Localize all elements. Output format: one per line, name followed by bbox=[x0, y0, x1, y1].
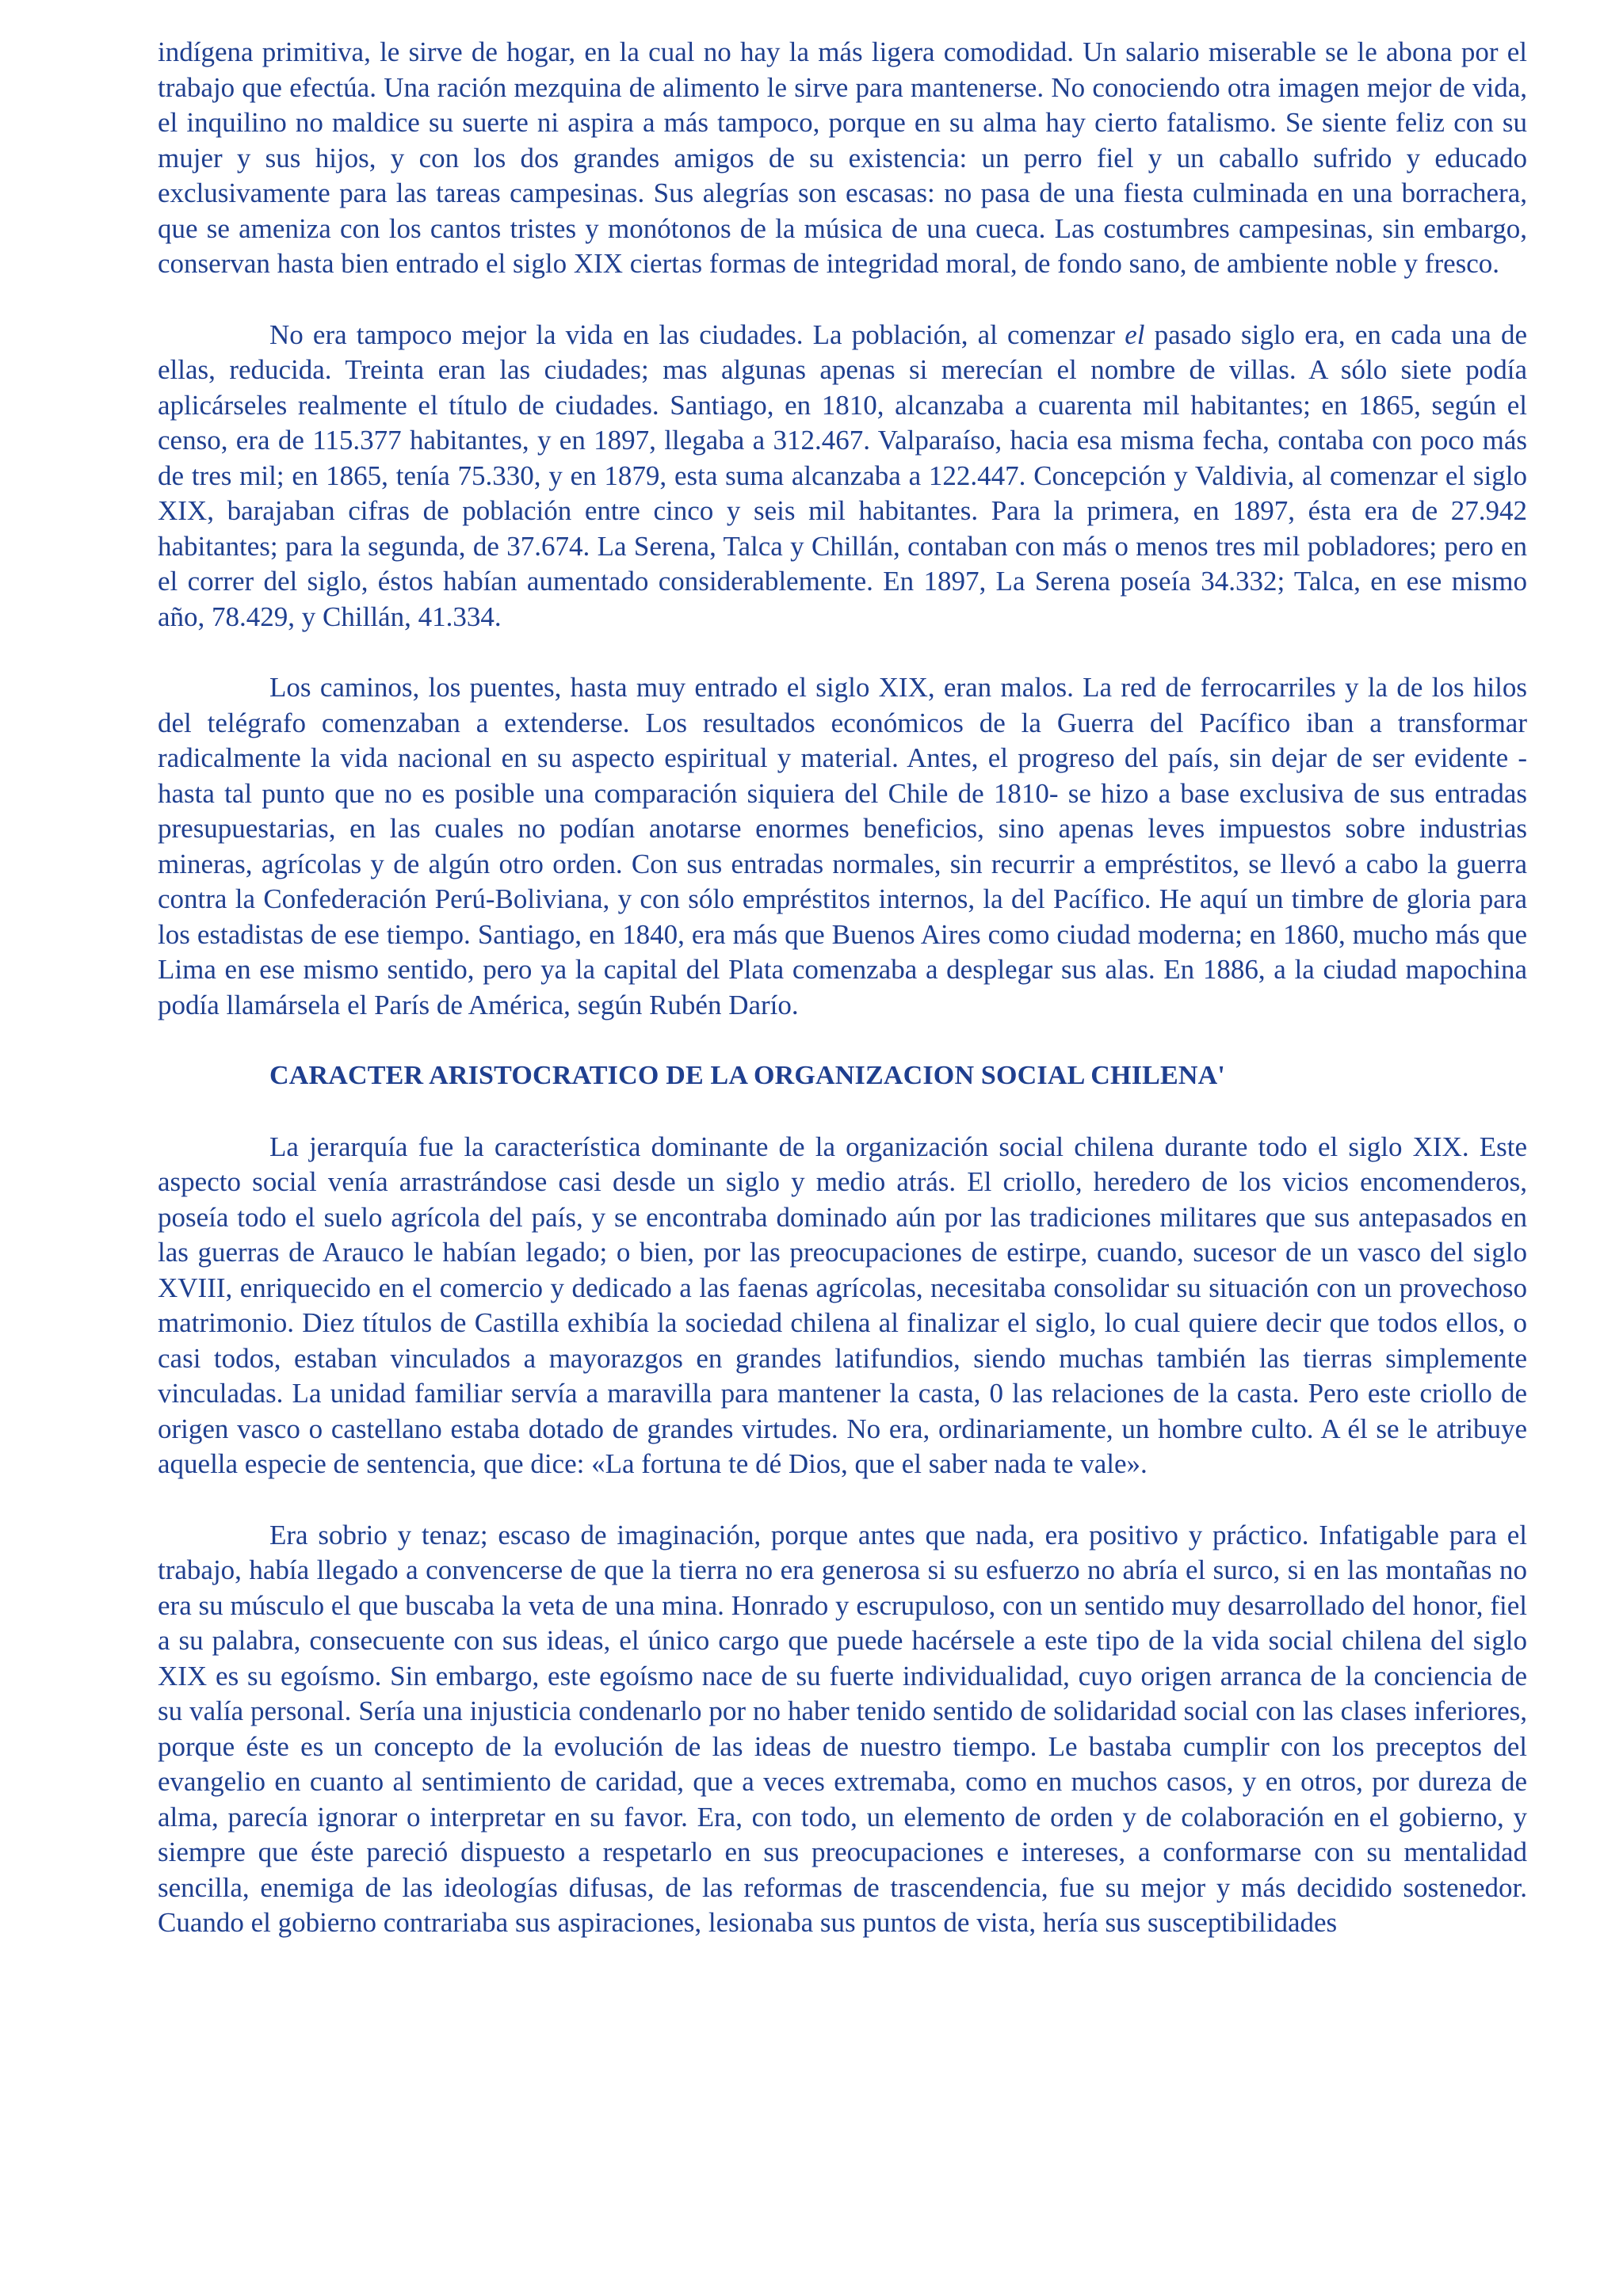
paragraph-city-population-part-1: No era tampoco mejor la vida en las ciudades. La población, al comenzar bbox=[269, 318, 1125, 350]
document-page bbox=[158, 35, 1527, 1977]
paragraph-roads-progress: Los caminos, los puentes, hasta muy entrado el siglo XIX, eran malos. La red de ferrocarriles y la de los hilos del telégrafo comenzaban a extenderse. Los resultados económicos de la Guerra del Pacífico iban a transformar radicalmente la vida nacional en su aspecto espiritual y material. Antes, el progreso del país, sin dejar de ser evidente -hasta tal punto que no es posible una comparación siquiera del Chile de 1810- se hizo a base exclusiva de sus entradas presupuestarias, en las cuales no podían anotarse enormes beneficios, sino apenas leves impuestos sobre industrias mineras, agrícolas y de algún otro orden. Con sus entradas normales, sin recurrir a empréstitos, se llevó a cabo la guerra contra la Confederación Perú-Boliviana, y con sólo empréstitos internos, la del Pacífico. He aquí un timbre de gloria para los estadistas de ese tiempo. Santiago, en 1840, era más que Buenos Aires como ciudad moderna; en 1860, mucho más que Lima en ese mismo sentido, pero ya la capital del Plata comenzaba a desplegar sus alas. En 1886, a la ciudad mapochina podía llamársela el París de América, según Rubén Darío. bbox=[158, 672, 1527, 1020]
section-heading: CARACTER ARISTOCRATICO DE LA ORGANIZACION SOCIAL CHILENA' bbox=[269, 1061, 1226, 1090]
paragraph-campesino-life: indígena primitiva, le sirve de hogar, en la cual no hay la más ligera comodidad. Un salario miserable se le abona por el trabajo que efectúa. Una ración mezquina de alimento le sirve para mantenerse. No conociendo otra imagen mejor de vida, el inquilino no maldice su suerte ni aspira a más tampoco, porque en su alma hay cierto fatalismo. Se siente feliz con su mujer y sus hijos, y con los dos grandes amigos de su existencia: un perro fiel y un caballo sufrido y educado exclusivamente para las tareas campesinas. Sus alegrías son escasas: no pasa de una fiesta culminada en una borrachera, que se ameniza con los cantos tristes y monótonos de la música de una cueca. Las costumbres campesinas, sin embargo, conservan hasta bien entrado el siglo XIX ciertas formas de integridad moral, de fondo sano, de ambiente noble y fresco. bbox=[158, 36, 1527, 279]
paragraph-hierarchy: La jerarquía fue la característica dominante de la organización social chilena durante todo el siglo XIX. Este aspecto social venía arrastrándose casi desde un siglo y medio atrás. El criollo, heredero de los vicios encomenderos, poseía todo el suelo agrícola del país, y se encontraba dominado aún por las tradiciones militares que sus antepasados en las guerras de Arauco le habían legado; o bien, por las preocupaciones de estirpe, cuando, sucesor de un vasco del siglo XVIII, enriquecido en el comercio y dedicado a las faenas agrícolas, necesitaba consolidar su situación con un provechoso matrimonio. Diez títulos de Castilla exhibía la sociedad chilena al finalizar el siglo, lo cual quiere decir que todos ellos, o casi todos, estaban vinculados a mayorazgos en grandes latifundios, siendo muchas también las tierras simplemente vinculadas. La unidad familiar servía a maravilla para mantener la casta, 0 las relaciones de la casta. Pero este criollo de origen vasco o castellano estaba dotado de grandes virtudes. No era, ordinariamente, un hombre culto. A él se le atribuye aquella especie de sentencia, que dice: «La fortuna te dé Dios, que el saber nada te vale». bbox=[158, 1131, 1527, 1479]
paragraph-city-population-part-2: pasado siglo era, en cada una de ellas, reducida. Treinta eran las ciudades; mas algunas apenas si merecían el nombre de villas. A sólo siete podía aplicárseles realmente el título de ciudades. Santiago, en 1810, alcanzaba a cuarenta mil habitantes; en 1865, según el censo, era de 115.377 habitantes, y en 1897, llegaba a 312.467. Valparaíso, hacia esa misma fecha, contaba con poco más de tres mil; en 1865, tenía 75.330, y en 1879, esta suma alcanzaba a 122.447. Concepción y Valdivia, al comenzar el siglo XIX, barajaban cifras de población entre cinco y seis mil habitantes. Para la primera, en 1897, ésta era de 27.942 habitantes; para la segunda, de 37.674. La Serena, Talca y Chillán, contaban con más o menos tres mil pobladores; pero en el correr del siglo, éstos habían aumentado considerablemente. En 1897, La Serena poseía 34.332; Talca, en ese mismo año, 78.429, y Chillán, 41.334. bbox=[158, 318, 1527, 632]
paragraph-criollo-character: Era sobrio y tenaz; escaso de imaginación, porque antes que nada, era positivo y práctico. Infatigable para el trabajo, había llegado a convencerse de que la tierra no era generosa si su esfuerzo no abría el surco, si en las montañas no era su músculo el que buscaba la veta de una mina. Honrado y escrupuloso, con un sentido muy desarrollado del honor, fiel a su palabra, consecuente con sus ideas, el único cargo que puede hacérsele a este tipo de la vida social chilena del siglo XIX es su egoísmo. Sin embargo, este egoísmo nace de su fuerte individualidad, cuyo origen arranca de la conciencia de su valía personal. Sería una injusticia condenarlo por no haber tenido sentido de solidaridad social con las clases inferiores, porque éste es un concepto de la evolución de las ideas de nuestro tiempo. Le bastaba cumplir con los preceptos del evangelio en cuanto al sentimiento de caridad, que a veces extremaba, como en muchos casos, y en otros, por dureza de alma, parecía ignorar o interpretar en su favor. Era, con todo, un elemento de orden y de colaboración en el gobierno, y siempre que éste pareció dispuesto a respetarlo en sus preocupaciones e intereses, a conformarse con su mentalidad sencilla, enemiga de las ideologías difusas, de las reformas de trascendencia, fue su mejor y más decidido sostenedor. Cuando el gobierno contrariaba sus aspiraciones, lesionaba sus puntos de vista, hería sus susceptibilidades bbox=[158, 1519, 1527, 1938]
paragraph-city-population bbox=[158, 318, 1527, 635]
paragraph-city-population-italic: el bbox=[1125, 318, 1145, 350]
